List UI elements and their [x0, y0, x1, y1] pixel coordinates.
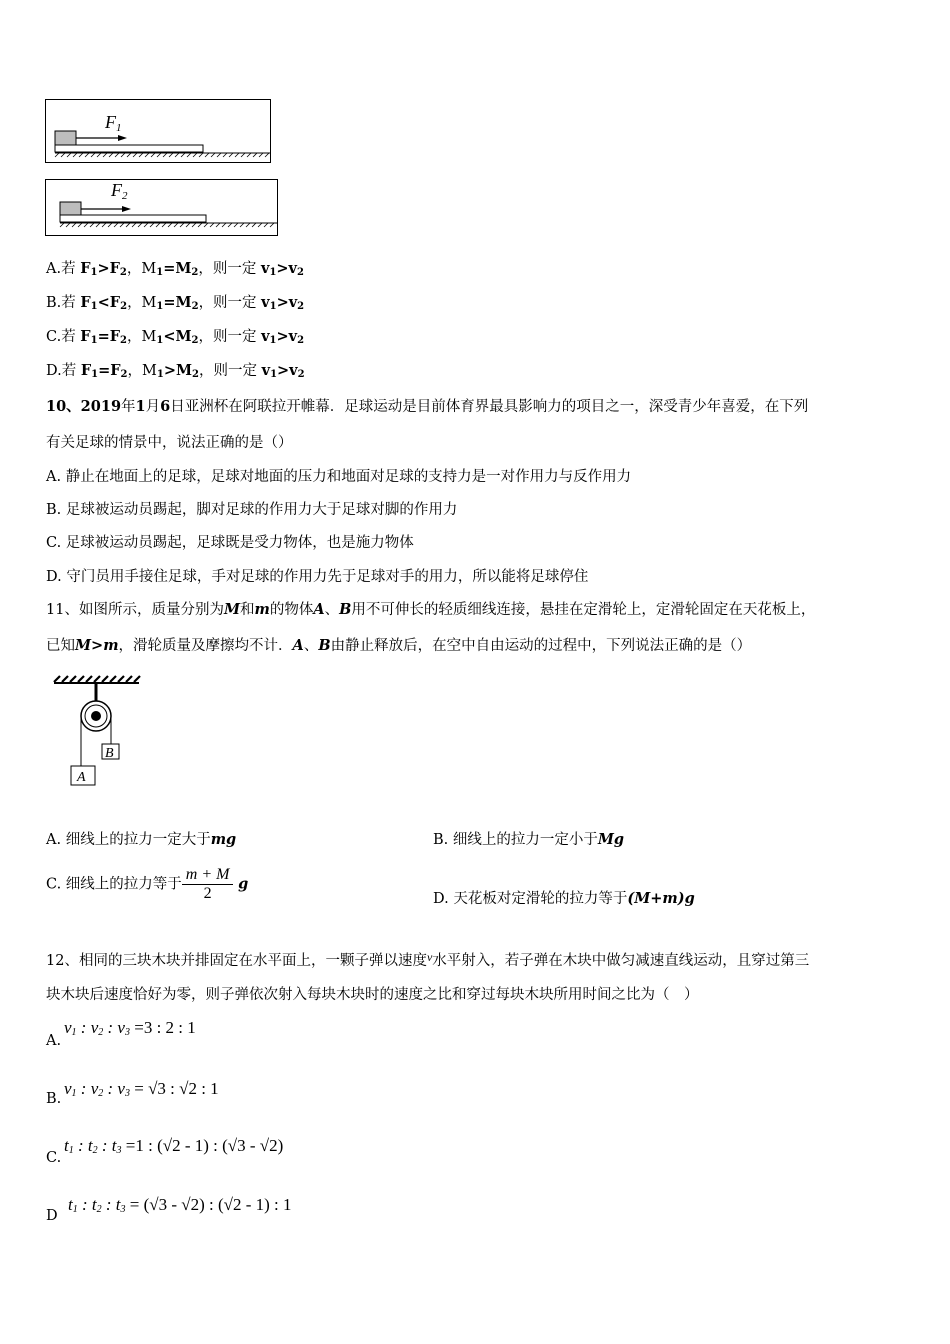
force-sub-f2: 2	[122, 190, 128, 202]
q9-option-a: A.若 $F_1>F_2$，$M_1=M_2$，则一定 $v_1>v_2$	[46, 260, 304, 278]
q12-stem-line1: 12、相同的三块木块并排固定在水平面上，一颗子弹以速度$^v$水平射入，若子弹在木块中做匀减速直线运动，且穿过第三	[46, 950, 810, 969]
q9-option-b: B.若 $F_1<F_2$，$M_1=M_2$，则一定 $v_1>v_2$	[46, 294, 305, 312]
force-label-f1: F	[105, 112, 116, 132]
q10-option-a: A. 静止在地面上的足球，足球对地面的压力和地面对足球的支持力是一对作用力与反作用力	[46, 469, 632, 485]
force-f1-diagram	[45, 99, 272, 165]
q11-option-c: C. 细线上的拉力等于 $\frac{m + M}{2}$ g	[46, 866, 249, 902]
block-b-label: B	[105, 746, 114, 761]
q12-option-c-formula: $t_1$ : $t_2$ : $t_3 =1$ : (√2 - 1) : (√3 - √2)	[64, 1136, 284, 1156]
q10-option-d: D. 守门员用手接住足球，手对足球的作用力先于足球对手的用力，所以能将足球停住	[46, 569, 589, 585]
q12-option-b-letter: B.	[46, 1091, 62, 1107]
q10-stem-line2: 有关足球的情景中，说法正确的是（）	[46, 435, 293, 451]
q9-option-c: C.若 $F_1=F_2$，$M_1<M_2$，则一定 $v_1>v_2$	[46, 328, 305, 346]
q12-option-a-letter: A.	[46, 1033, 62, 1049]
pulley-diagram	[50, 672, 145, 790]
force-f2-diagram	[45, 179, 279, 239]
q10-option-b: B. 足球被运动员踢起，脚对足球的作用力大于足球对脚的作用力	[46, 502, 458, 518]
q12-option-c-letter: C.	[46, 1150, 62, 1166]
block-a-label: A	[77, 770, 86, 785]
q11-option-a: A. 细线上的拉力一定大于mg	[46, 831, 237, 848]
q10-option-c: C. 足球被运动员踢起，足球既是受力物体，也是施力物体	[46, 535, 414, 551]
q12-stem-line2: 块木块后速度恰好为零，则子弹依次射入每块木块时的速度之比和穿过每块木块所用时间之比为（ ）	[46, 987, 699, 1003]
q12-option-d-letter: D	[46, 1208, 58, 1224]
q11-stem-line2: 已知M>m，滑轮质量及摩擦均不计．A、B由静止释放后，在空中自由运动的过程中，下列说法正确的是（）	[46, 637, 752, 654]
q11-option-b: B. 细线上的拉力一定小于Mg	[433, 831, 625, 848]
force-sub-f1: 1	[116, 122, 122, 134]
q10-stem-line1: 10、2019年1月6日亚洲杯在阿联拉开帷幕．足球运动是目前体育界最具影响力的项目之一，深受青少年喜爱，在下列	[46, 398, 809, 415]
q9-option-d: D.若 $F_1=F_2$，$M_1>M_2$，则一定 $v_1>v_2$	[46, 362, 305, 380]
force-label-f2: F	[111, 180, 122, 200]
q11-stem-line1: 11、如图所示，质量分别为M和m的物体A、B用不可伸长的轻质细线连接，悬挂在定滑轮上，定滑轮固定在天花板上，	[46, 601, 816, 618]
q12-option-d-formula: $t_1$ : $t_2$ : $t_3 = (√3 - √2)$ : (√2 - 1) : 1	[68, 1195, 292, 1215]
q11-option-d: D. 天花板对定滑轮的拉力等于(M+m)g	[433, 890, 695, 907]
fraction-m-plus-m-over-2: $\frac{m + M}{2}$	[182, 866, 234, 903]
q12-option-a-formula: $v_1$ : $v_2$ : $v_3 =3$ : 2 : 1	[64, 1018, 196, 1038]
q12-option-b-formula: $v_1$ : $v_2$ : $v_3 = √3$ : √2 : 1	[64, 1079, 219, 1099]
